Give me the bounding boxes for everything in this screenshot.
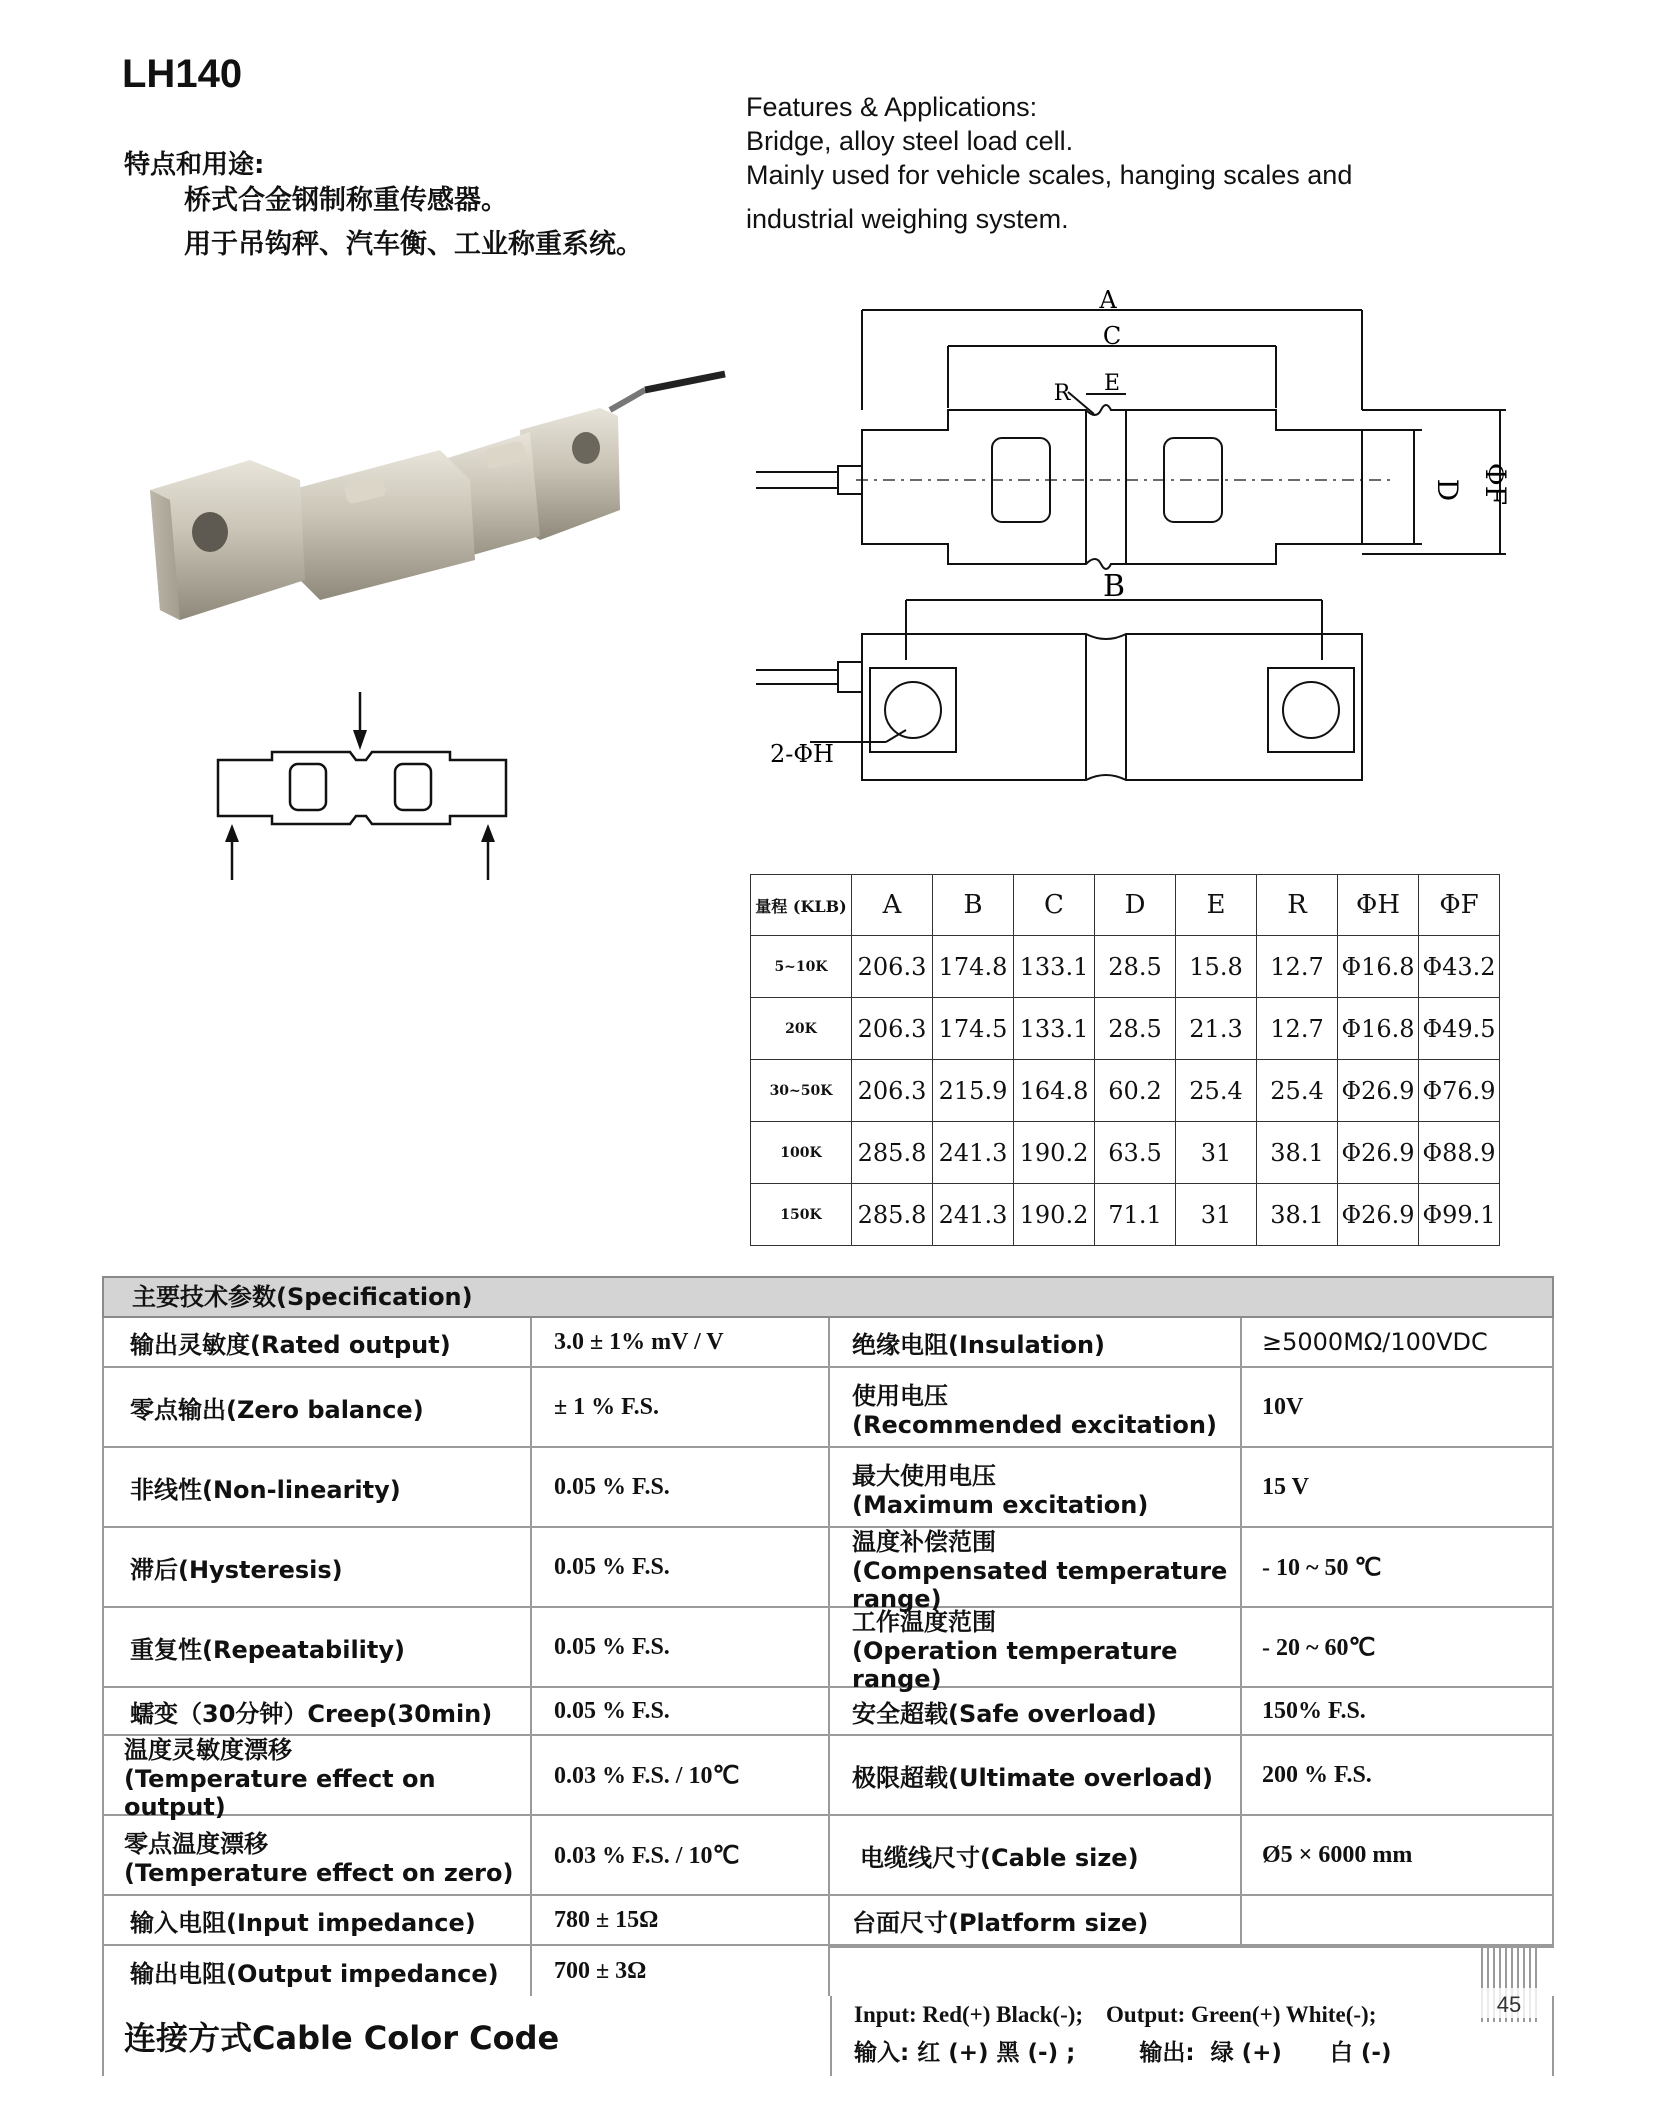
spec-row	[102, 1318, 1554, 1368]
label-A: A	[1099, 290, 1117, 314]
cell: 133.1	[1014, 936, 1095, 998]
cell: 150K	[751, 1184, 852, 1246]
spec-label: 零点输出(Zero balance)	[130, 1395, 424, 1424]
cell: 206.3	[852, 1060, 933, 1122]
table-row	[751, 1184, 1500, 1246]
spec-value: 0.03 % F.S. / 10℃	[554, 1762, 740, 1789]
features-en-heading: Features & Applications:	[746, 92, 1038, 122]
cell: 15.8	[1176, 936, 1257, 998]
spec-label: 输入电阻(Input impedance)	[130, 1908, 476, 1937]
spec-label-en: (Recommended excitation)	[852, 1410, 1217, 1439]
spec-value: 150% F.S.	[1262, 1697, 1366, 1724]
spec-label: 绝缘电阻(Insulation)	[852, 1330, 1106, 1359]
spec-row	[102, 1527, 1554, 1613]
cell: 71.1	[1095, 1184, 1176, 1246]
header-R: R	[1257, 875, 1338, 936]
force-diagram	[210, 690, 520, 890]
header-B: B	[933, 875, 1014, 936]
cell: 241.3	[933, 1184, 1014, 1246]
spec-value: 3.0 ± 1% mV / V	[554, 1328, 724, 1355]
product-photo	[140, 360, 740, 630]
spec-label: 台面尺寸(Platform size)	[852, 1908, 1149, 1937]
header-C: C	[1014, 875, 1095, 936]
cell: Φ49.5	[1419, 998, 1500, 1060]
dimension-table-header	[751, 875, 1500, 936]
spec-label-en: (Temperature effect on zero)	[124, 1858, 514, 1887]
cable-color-en: Input: Red(+) Black(-); Output: Green(+) White(-);	[854, 2002, 1377, 2027]
table-row	[751, 1060, 1500, 1122]
cell: Φ26.9	[1338, 1184, 1419, 1246]
spec-row	[102, 1448, 1554, 1528]
cell: 190.2	[1014, 1122, 1095, 1184]
spec-label: 电缆线尺寸(Cable size)	[860, 1843, 1139, 1872]
features-en-line-3: industrial weighing system.	[746, 204, 1069, 234]
spec-value: - 10 ~ 50 ℃	[1262, 1554, 1382, 1581]
spec-label-en: (Compensated temperature range)	[852, 1556, 1228, 1613]
spec-label: 工作温度范围	[852, 1607, 996, 1636]
cell: Φ16.8	[1338, 998, 1419, 1060]
spec-label-en: (Temperature effect on output)	[124, 1764, 436, 1821]
cell: 174.8	[933, 936, 1014, 998]
cell: Φ88.9	[1419, 1122, 1500, 1184]
cell: 20K	[751, 998, 852, 1060]
spec-value: 0.05 % F.S.	[554, 1473, 670, 1500]
header-A: A	[852, 875, 933, 936]
spec-row	[102, 1816, 1554, 1896]
product-title: LH140	[122, 52, 243, 96]
specification-table	[102, 1276, 1554, 2076]
spec-label: 温度补偿范围	[852, 1527, 996, 1556]
label-H: 2-ΦH	[770, 740, 834, 768]
header-range: 量程 (KLB)	[751, 875, 852, 936]
cell: 38.1	[1257, 1122, 1338, 1184]
cell: Φ16.8	[1338, 936, 1419, 998]
cell: Φ99.1	[1419, 1184, 1500, 1246]
spec-value: 10V	[1262, 1393, 1304, 1420]
spec-row	[102, 1896, 1554, 1946]
spec-label: 重复性(Repeatability)	[130, 1635, 405, 1664]
spec-value: ± 1 % F.S.	[554, 1393, 659, 1420]
table-row	[751, 1122, 1500, 1184]
spec-value: 0.05 % F.S.	[554, 1633, 670, 1660]
label-B: B	[1102, 569, 1126, 604]
label-C: C	[1102, 322, 1122, 350]
spec-value: 0.05 % F.S.	[554, 1553, 670, 1580]
cell: 63.5	[1095, 1122, 1176, 1184]
cell: 190.2	[1014, 1184, 1095, 1246]
spec-value: 15 V	[1262, 1473, 1309, 1500]
cable-color-cn: 输入: 红 (+) 黑 (-) ; 输出: 绿 (+) 白 (-)	[854, 2040, 1392, 2066]
spec-label: 极限超载(Ultimate overload)	[852, 1763, 1213, 1792]
cell: 25.4	[1257, 1060, 1338, 1122]
spec-row	[102, 1946, 1554, 1996]
cell: Φ26.9	[1338, 1122, 1419, 1184]
spec-label: 蠕变（30分钟）Creep(30min)	[130, 1699, 493, 1728]
spec-label: 零点温度漂移	[124, 1829, 268, 1858]
header-D: D	[1095, 875, 1176, 936]
features-cn-heading: 特点和用途:	[124, 150, 265, 180]
features-en-line-2: Mainly used for vehicle scales, hanging scales and	[746, 160, 1353, 190]
spec-value: 780 ± 15Ω	[554, 1906, 659, 1933]
cell: Φ43.2	[1419, 936, 1500, 998]
spec-label-en: (Operation temperature range)	[852, 1636, 1178, 1693]
spec-row	[102, 1607, 1554, 1693]
spec-row	[102, 1368, 1554, 1448]
features-en-line-1: Bridge, alloy steel load cell.	[746, 126, 1074, 156]
spec-row	[102, 1735, 1554, 1821]
header-F: ΦF	[1419, 875, 1500, 936]
cell: 133.1	[1014, 998, 1095, 1060]
spec-label: 最大使用电压	[852, 1461, 996, 1490]
cell: 285.8	[852, 1122, 933, 1184]
specification-heading: 主要技术参数(Specification)	[102, 1276, 1554, 1318]
cell: 285.8	[852, 1184, 933, 1246]
spec-label: 温度灵敏度漂移	[124, 1735, 292, 1764]
header-H: ΦH	[1338, 875, 1419, 936]
spec-value: - 20 ~ 60℃	[1262, 1634, 1376, 1661]
spec-value: 700 ± 3Ω	[554, 1957, 647, 1984]
spec-value: 0.03 % F.S. / 10℃	[554, 1842, 740, 1869]
cell: 21.3	[1176, 998, 1257, 1060]
table-row	[751, 936, 1500, 998]
cell: 174.5	[933, 998, 1014, 1060]
cell: 30~50K	[751, 1060, 852, 1122]
label-F: ΦF	[1479, 462, 1512, 506]
page-number: 45	[1496, 1992, 1522, 2017]
features-cn-line-2: 用于吊钩秤、汽车衡、工业称重系统。	[184, 229, 643, 260]
spec-value: ≥5000MΩ/100VDC	[1262, 1328, 1488, 1356]
cell: 60.2	[1095, 1060, 1176, 1122]
cell: 28.5	[1095, 936, 1176, 998]
cable-color-label: 连接方式Cable Color Code	[104, 1996, 832, 2076]
spec-value: 200 % F.S.	[1262, 1761, 1372, 1788]
cell: 206.3	[852, 936, 933, 998]
cell: 100K	[751, 1122, 852, 1184]
cell: 38.1	[1257, 1184, 1338, 1246]
cell: 5~10K	[751, 936, 852, 998]
cell: Φ76.9	[1419, 1060, 1500, 1122]
cell: 215.9	[933, 1060, 1014, 1122]
label-E: E	[1103, 371, 1121, 396]
cell: 12.7	[1257, 936, 1338, 998]
cell: 241.3	[933, 1122, 1014, 1184]
spec-label: 使用电压	[852, 1381, 948, 1410]
cell: 164.8	[1014, 1060, 1095, 1122]
features-cn-line-1: 桥式合金钢制称重传感器。	[184, 185, 508, 216]
cell: 31	[1176, 1122, 1257, 1184]
cell: 25.4	[1176, 1060, 1257, 1122]
dimension-drawing	[756, 290, 1536, 790]
spec-value: Ø5 × 6000 mm	[1262, 1841, 1413, 1868]
table-row	[751, 998, 1500, 1060]
label-R: R	[1053, 381, 1071, 406]
spec-label: 输出灵敏度(Rated output)	[130, 1330, 451, 1359]
header-E: E	[1176, 875, 1257, 936]
cell: 31	[1176, 1184, 1257, 1246]
dimension-table	[750, 874, 1500, 1246]
cell: 12.7	[1257, 998, 1338, 1060]
spec-label-en: (Maximum excitation)	[852, 1490, 1149, 1519]
cable-color-row	[102, 1996, 1554, 2076]
cell: Φ26.9	[1338, 1060, 1419, 1122]
cell: 28.5	[1095, 998, 1176, 1060]
page-number-tab	[1478, 1942, 1540, 2024]
spec-label: 输出电阻(Output impedance)	[130, 1959, 499, 1988]
spec-label: 非线性(Non-linearity)	[130, 1475, 401, 1504]
label-D: D	[1431, 478, 1464, 502]
spec-value: 0.05 % F.S.	[554, 1697, 670, 1724]
cell: 206.3	[852, 998, 933, 1060]
spec-label: 安全超载(Safe overload)	[852, 1699, 1157, 1728]
spec-label: 滞后(Hysteresis)	[130, 1555, 343, 1584]
